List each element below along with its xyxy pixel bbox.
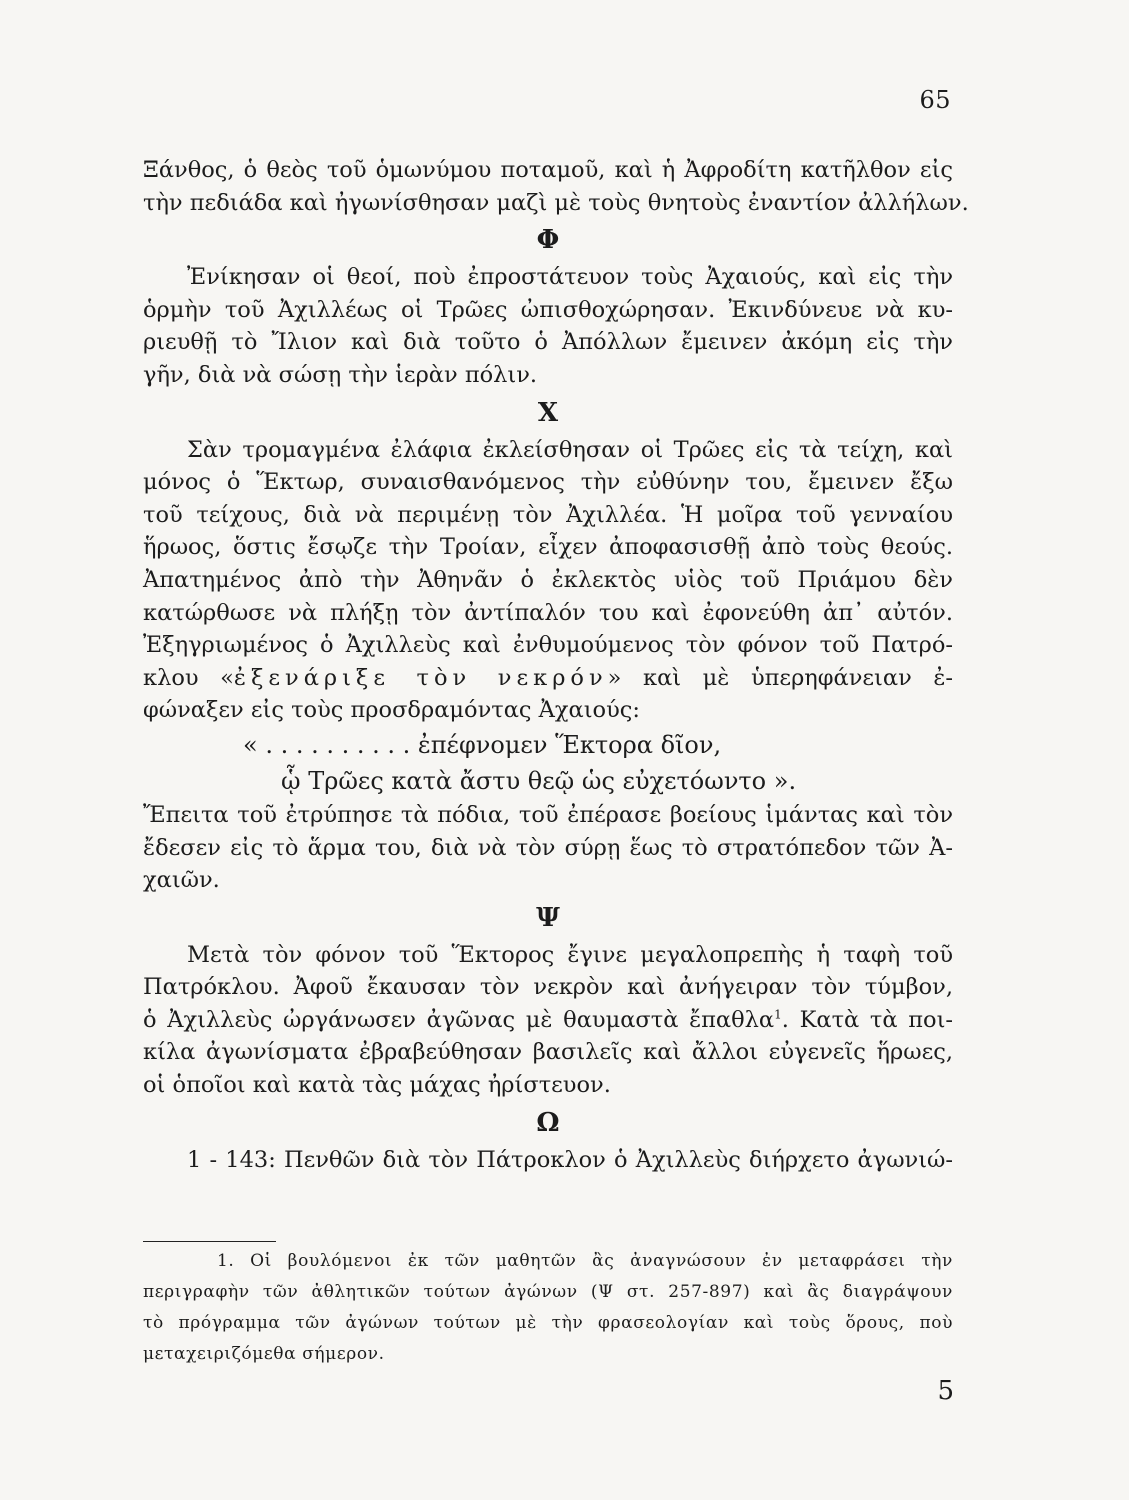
- footnote-line: περιγραφὴν τῶν ἀθλητικῶν τούτων ἀγώνων (Ψ στ. 257-897) καὶ ἂς διαγράψουν: [143, 1282, 953, 1302]
- page-number-top: 65: [919, 86, 951, 114]
- text-line: Σὰν τρομαγμένα ἐλάφια ἐκλείσθησαν οἱ Τρῶες εἰς τὰ τείχη, καὶ: [187, 436, 953, 463]
- text-line: Ἀπατημένος ἀπὸ τὴν Ἀθηνᾶν ὁ ἐκλεκτὸς υἱὸς τοῦ Πριάμου δὲν: [143, 566, 953, 593]
- text-line-spaced-quote: [143, 662, 953, 695]
- text-line: τὴν πεδιάδα καὶ ἠγωνίσθησαν μαζὶ μὲ τοὺς θνητοὺς ἐναντίον ἀλλήλων.: [143, 189, 969, 216]
- section-letter-phi: Φ: [536, 225, 560, 256]
- text-line: γῆν, διὰ νὰ σώσῃ τὴν ἱερὰν πόλιν.: [143, 361, 538, 388]
- text-line-with-footnote: [143, 1004, 953, 1037]
- footnote-marker: 1: [774, 1007, 782, 1022]
- text-line: οἱ ὁποῖοι καὶ κατὰ τὰς μάχας ἠρίστευον.: [143, 1072, 611, 1099]
- text-line: μόνος ὁ Ἕκτωρ, συναισθανόμενος τὴν εὐθύνην του, ἔμεινεν ἔξω: [143, 469, 953, 496]
- text-fragment: . Κατὰ τὰ ποι-: [781, 1006, 953, 1033]
- text-line: ὁρμὴν τοῦ Ἀχιλλέως οἱ Τρῶες ὠπισθοχώρησαν. Ἐκινδύνευε νὰ κυ-: [143, 296, 953, 323]
- signature-number: 5: [937, 1376, 954, 1406]
- text-line: Μετὰ τὸν φόνον τοῦ Ἕκτορος ἔγινε μεγαλοπρεπὴς ἡ ταφὴ τοῦ: [187, 941, 953, 968]
- text-line: φώναξεν εἰς τοὺς προσδραμόντας Ἀχαιούς:: [143, 697, 640, 724]
- footnote-line: μεταχειριζόμεθα σήμερον.: [143, 1344, 385, 1364]
- main-text: [143, 154, 969, 1176]
- text-fragment: κλου «: [143, 664, 234, 691]
- text-line: τοῦ τείχους, διὰ νὰ περιμένῃ τὸν Ἀχιλλέα. Ἡ μοῖρα τοῦ γενναίου: [143, 501, 953, 528]
- text-line: χαιῶν.: [143, 867, 220, 894]
- verse-quote-line: ᾧ Τρῶες κατὰ ἄστυ θεῷ ὡς εὐχετόωντο ».: [281, 766, 797, 795]
- section-letter-chi: Χ: [537, 397, 559, 428]
- text-line: ριευθῇ τὸ Ἴλιον καὶ διὰ τοῦτο ὁ Ἀπόλλων ἔμεινεν ἀκόμη εἰς τὴν: [143, 329, 953, 356]
- text-line: ἔδεσεν εἰς τὸ ἅρμα του, διὰ νὰ τὸν σύρῃ ἕως τὸ στρατόπεδον τῶν Ἀ-: [143, 834, 953, 861]
- text-line: Ξάνθος, ὁ θεὸς τοῦ ὁμωνύμου ποταμοῦ, καὶ ἡ Ἀφροδίτη κατῆλθον εἰς: [143, 157, 953, 183]
- footnote-divider: [143, 1241, 276, 1242]
- footnote: [143, 1246, 953, 1370]
- spaced-quotation: ἐξενάριξε τὸν νεκρόν: [233, 664, 608, 691]
- text-line: Ἔπειτα τοῦ ἐτρύπησε τὰ πόδια, τοῦ ἐπέρασε βοείους ἱμάντας καὶ τὸν: [143, 801, 953, 828]
- text-line: Ἐνίκησαν οἱ θεοί, ποὺ ἐπροστάτευον τοὺς Ἀχαιούς, καὶ εἰς τὴν: [187, 264, 953, 291]
- text-line: κίλα ἀγωνίσματα ἐβραβεύθησαν βασιλεῖς καὶ ἄλλοι εὐγενεῖς ἥρωες,: [143, 1039, 953, 1066]
- text-line: Ἐξηγριωμένος ὁ Ἀχιλλεὺς καὶ ἐνθυμούμενος τὸν φόνον τοῦ Πατρό-: [143, 632, 953, 659]
- section-letter-psi: Ψ: [536, 902, 560, 933]
- text-fragment: » καὶ μὲ ὑπερηφάνειαν ἐ-: [607, 664, 954, 691]
- footnote-line: τὸ πρόγραμμα τῶν ἀγώνων τούτων μὲ τὴν φρασεολογίαν καὶ τοὺς ὅρους, ποὺ: [143, 1313, 953, 1333]
- text-fragment: ὁ Ἀχιλλεὺς ὠργάνωσεν ἀγῶνας μὲ θαυμαστὰ ἔπαθλα: [143, 1006, 775, 1033]
- text-line: 1 - 143: Πενθῶν διὰ τὸν Πάτροκλον ὁ Ἀχιλλεὺς διήρχετο ἀγωνιώ-: [187, 1146, 953, 1173]
- verse-quote-line: « . . . . . . . . . . ἐπέφνομεν Ἕκτορα δῖον,: [243, 730, 722, 759]
- footnote-line: 1. Οἱ βουλόμενοι ἐκ τῶν μαθητῶν ἂς ἀναγνώσουν ἐν μεταφράσει τὴν: [217, 1251, 953, 1271]
- text-line: Πατρόκλου. Ἀφοῦ ἔκαυσαν τὸν νεκρὸν καὶ ἀνήγειραν τὸν τύμβον,: [143, 974, 953, 1001]
- text-line: ἥρωος, ὅστις ἔσῳζε τὴν Τροίαν, εἶχεν ἀποφασισθῇ ἀπὸ τοὺς θεούς.: [143, 534, 953, 561]
- section-letter-omega: Ω: [536, 1107, 560, 1138]
- text-line: κατώρθωσε νὰ πλήξῃ τὸν ἀντίπαλόν του καὶ ἐφονεύθη ἀπ᾽ αὐτόν.: [143, 599, 953, 626]
